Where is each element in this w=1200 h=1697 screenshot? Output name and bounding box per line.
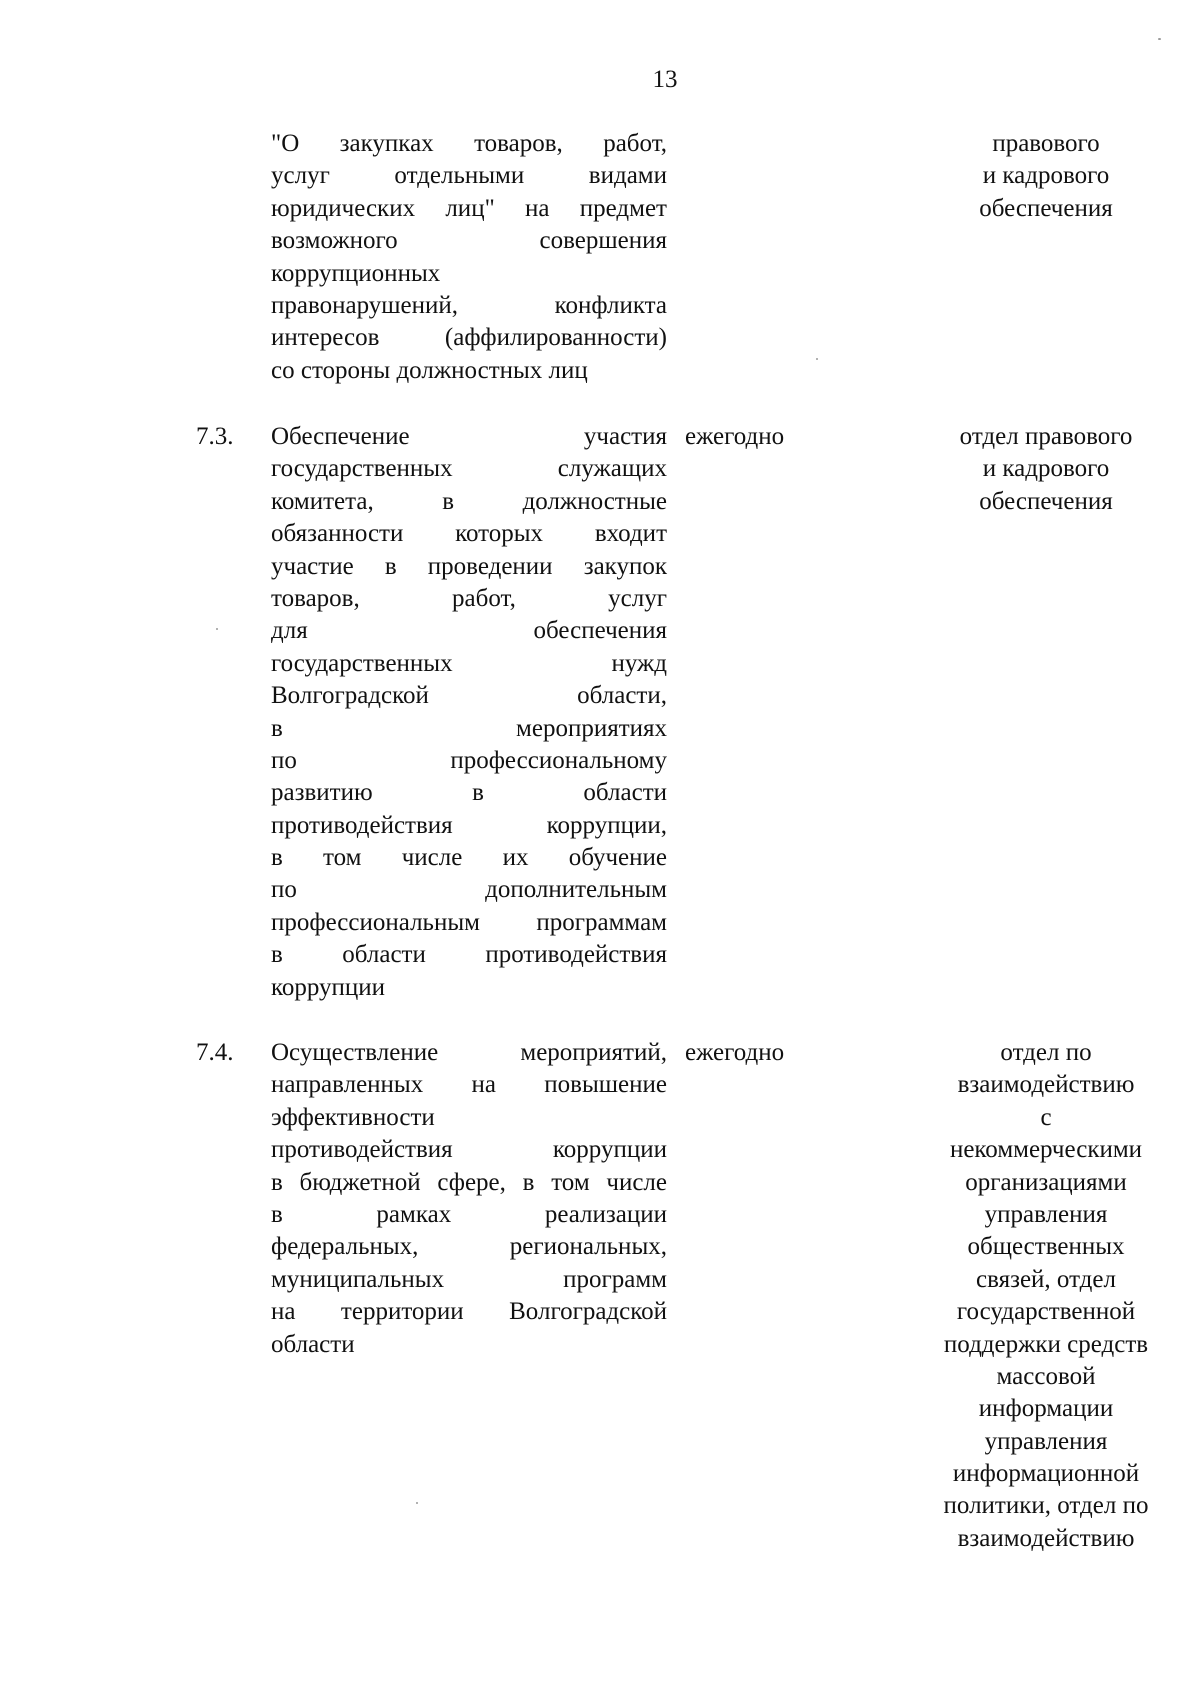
description-line: в бюджетной сфере, в том числе — [271, 1168, 667, 1196]
description-line: со стороны должностных лиц — [271, 356, 588, 384]
row-number: 7.4. — [196, 1039, 234, 1066]
row-responsible — [926, 128, 1166, 225]
description-line: участие в проведении закупок — [271, 552, 667, 580]
description-line: государственных служащих — [271, 455, 667, 483]
responsible-line: политики, отдел по — [943, 1492, 1149, 1520]
responsible-line: организациями — [965, 1168, 1127, 1196]
description-line: противодействия коррупции, — [271, 811, 667, 839]
description-line: услуг отдельными видами — [271, 162, 667, 190]
responsible-line: обеспечения — [979, 194, 1113, 222]
description-line: Обеспечение участия — [271, 423, 667, 450]
description-line: юридических лиц" на предмет — [271, 194, 667, 222]
responsible-line: отдел правового — [959, 423, 1133, 450]
description-line: для обеспечения — [271, 617, 667, 645]
responsible-line: управления — [984, 1427, 1108, 1455]
description-line: в мероприятиях — [271, 714, 667, 742]
description-line: муниципальных программ — [271, 1265, 667, 1293]
responsible-line: обеспечения — [979, 487, 1113, 515]
description-line: области — [271, 1330, 355, 1358]
responsible-line: с — [1040, 1103, 1052, 1131]
description-line: Волгоградской области, — [271, 682, 667, 710]
responsible-line: взаимодействию — [957, 1071, 1135, 1099]
row-description — [271, 1037, 667, 1361]
responsible-line: отдел по — [1000, 1039, 1092, 1066]
description-line: в области противодействия — [271, 941, 667, 969]
responsible-line: общественных — [967, 1233, 1125, 1261]
responsible-line: некоммерческими — [949, 1136, 1143, 1164]
responsible-line: массовой — [996, 1362, 1096, 1390]
responsible-line: управления — [984, 1200, 1108, 1228]
description-line: комитета, в должностные — [271, 487, 667, 515]
description-line: в том числе их обучение — [271, 844, 667, 872]
description-line: товаров, работ, услуг — [271, 584, 667, 612]
description-line: развитию в области — [271, 779, 667, 807]
description-line: обязанности которых входит — [271, 520, 667, 548]
responsible-line: и кадрового — [982, 162, 1110, 190]
description-line: интересов (аффилированности) — [271, 324, 667, 352]
description-line: в рамках реализации — [271, 1200, 667, 1228]
description-line: профессиональным программам — [271, 908, 667, 936]
responsible-line: связей, отдел — [976, 1265, 1116, 1293]
responsible-line: поддержки средств — [943, 1330, 1149, 1358]
row-description — [271, 128, 667, 387]
description-line: Осуществление мероприятий, — [271, 1039, 667, 1066]
description-line: направленных на повышение — [271, 1071, 667, 1099]
scan-speck — [816, 358, 818, 360]
row-responsible — [926, 1037, 1166, 1555]
scan-speck — [1158, 38, 1161, 40]
responsible-line: государственной — [956, 1298, 1136, 1326]
description-line: по профессиональному — [271, 746, 667, 774]
row-number: 7.3. — [196, 423, 234, 450]
responsible-line: и кадрового — [982, 455, 1110, 483]
description-line: эффективности — [271, 1103, 435, 1131]
scan-speck — [216, 628, 218, 630]
description-line: правонарушений, конфликта — [271, 291, 667, 319]
description-line: противодействия коррупции — [271, 1136, 667, 1164]
row-description — [271, 421, 667, 1004]
description-line: федеральных, региональных, — [271, 1233, 667, 1261]
description-line: на территории Волгоградской — [271, 1298, 667, 1326]
row-term: ежегодно — [685, 1039, 785, 1066]
row-responsible — [926, 421, 1166, 518]
responsible-line: взаимодействию — [957, 1524, 1135, 1552]
description-line: коррупционных — [271, 259, 441, 287]
responsible-line: информации — [978, 1395, 1114, 1423]
page-number: 13 — [652, 66, 678, 93]
description-line: возможного совершения — [271, 227, 667, 255]
description-line: государственных нужд — [271, 649, 667, 677]
responsible-line: правового — [992, 130, 1100, 157]
description-line: коррупции — [271, 973, 386, 1001]
description-line: по дополнительным — [271, 876, 667, 904]
row-term: ежегодно — [685, 423, 785, 450]
responsible-line: информационной — [952, 1460, 1140, 1488]
scan-speck — [416, 1502, 418, 1504]
description-line: "О закупках товаров, работ, — [271, 130, 667, 157]
